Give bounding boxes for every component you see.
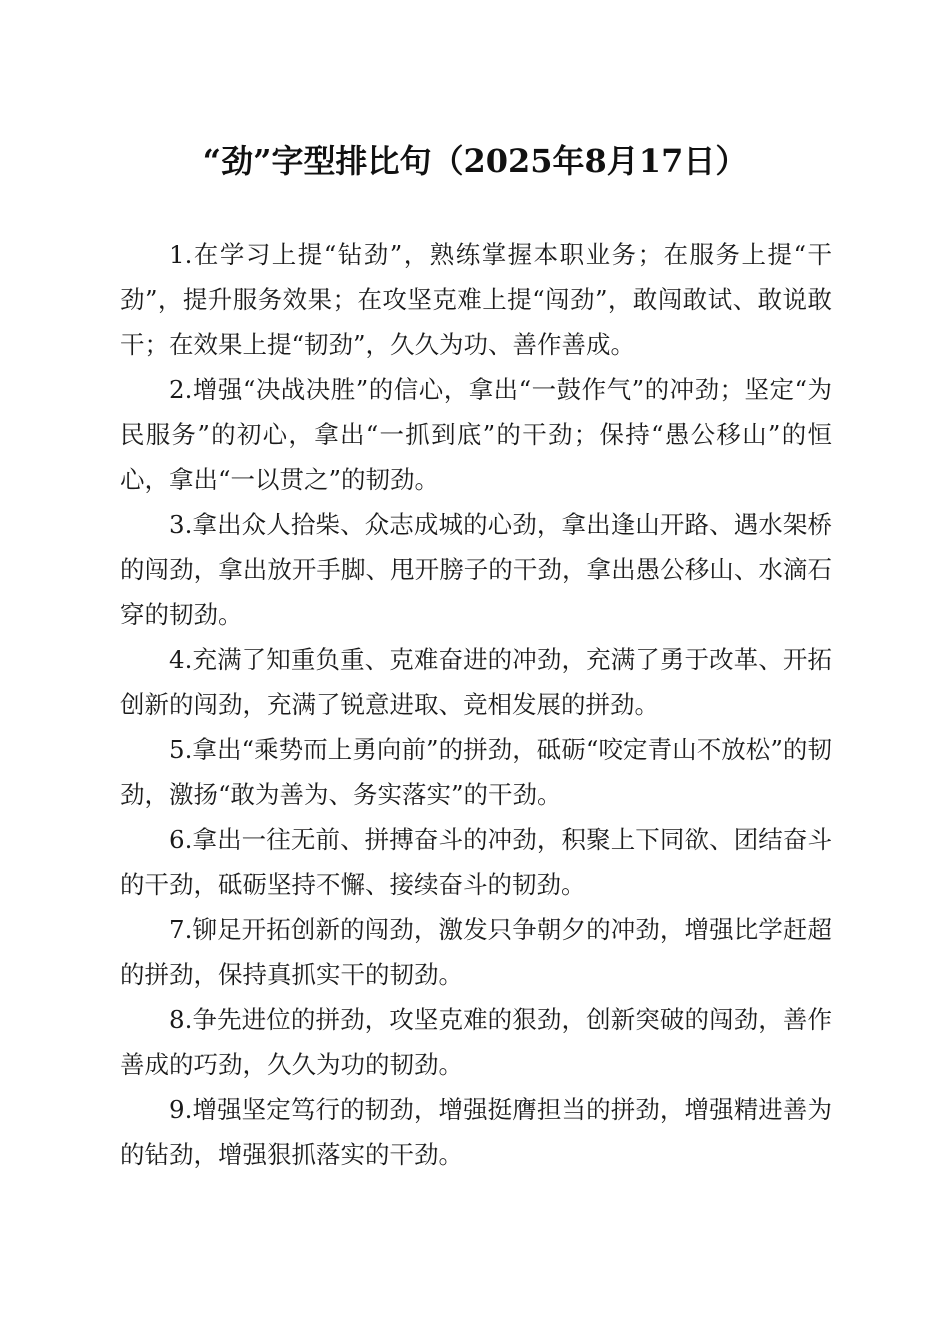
paragraph-9: 9.增强坚定笃行的韧劲，增强挺膺担当的拼劲，增强精进善为的钻劲，增强狠抓落实的干劲。 [120, 1095, 832, 1169]
paragraph-3: 3.拿出众人拾柴、众志成城的心劲，拿出逢山开路、遇水架桥的闯劲，拿出放开手脚、甩开膀子的干劲，拿出愚公移山、水滴石穿的韧劲。 [120, 510, 832, 629]
document-body [120, 232, 832, 1177]
paragraph-4: 4.充满了知重负重、克难奋进的冲劲，充满了勇于改革、开拓创新的闯劲，充满了锐意进取、竞相发展的拼劲。 [120, 645, 832, 719]
paragraph-5: 5.拿出“乘势而上勇向前”的拼劲，砥砺“咬定青山不放松”的韧劲，激扬“敢为善为、务实落实”的干劲。 [120, 735, 832, 809]
paragraph-7: 7.铆足开拓创新的闯劲，激发只争朝夕的冲劲，增强比学赶超的拼劲，保持真抓实干的韧劲。 [120, 915, 832, 989]
paragraph-1: 1.在学习上提“钻劲”，熟练掌握本职业务；在服务上提“干劲”，提升服务效果；在攻坚克难上提“闯劲”，敢闯敢试、敢说敢干；在效果上提“韧劲”，久久为功、善作善成。 [120, 240, 832, 359]
paragraph-8: 8.争先进位的拼劲，攻坚克难的狠劲，创新突破的闯劲，善作善成的巧劲，久久为功的韧劲。 [120, 1005, 832, 1079]
paragraph-6: 6.拿出一往无前、拼搏奋斗的冲劲，积聚上下同欲、团结奋斗的干劲，砥砺坚持不懈、接续奋斗的韧劲。 [120, 825, 832, 899]
document-title: “劲”字型排比句（2025年8月17日） [202, 142, 748, 180]
paragraph-2: 2.增强“决战决胜”的信心，拿出“一鼓作气”的冲劲；坚定“为民服务”的初心，拿出“一抓到底”的干劲；保持“愚公移山”的恒心，拿出“一以贯之”的韧劲。 [120, 375, 832, 494]
